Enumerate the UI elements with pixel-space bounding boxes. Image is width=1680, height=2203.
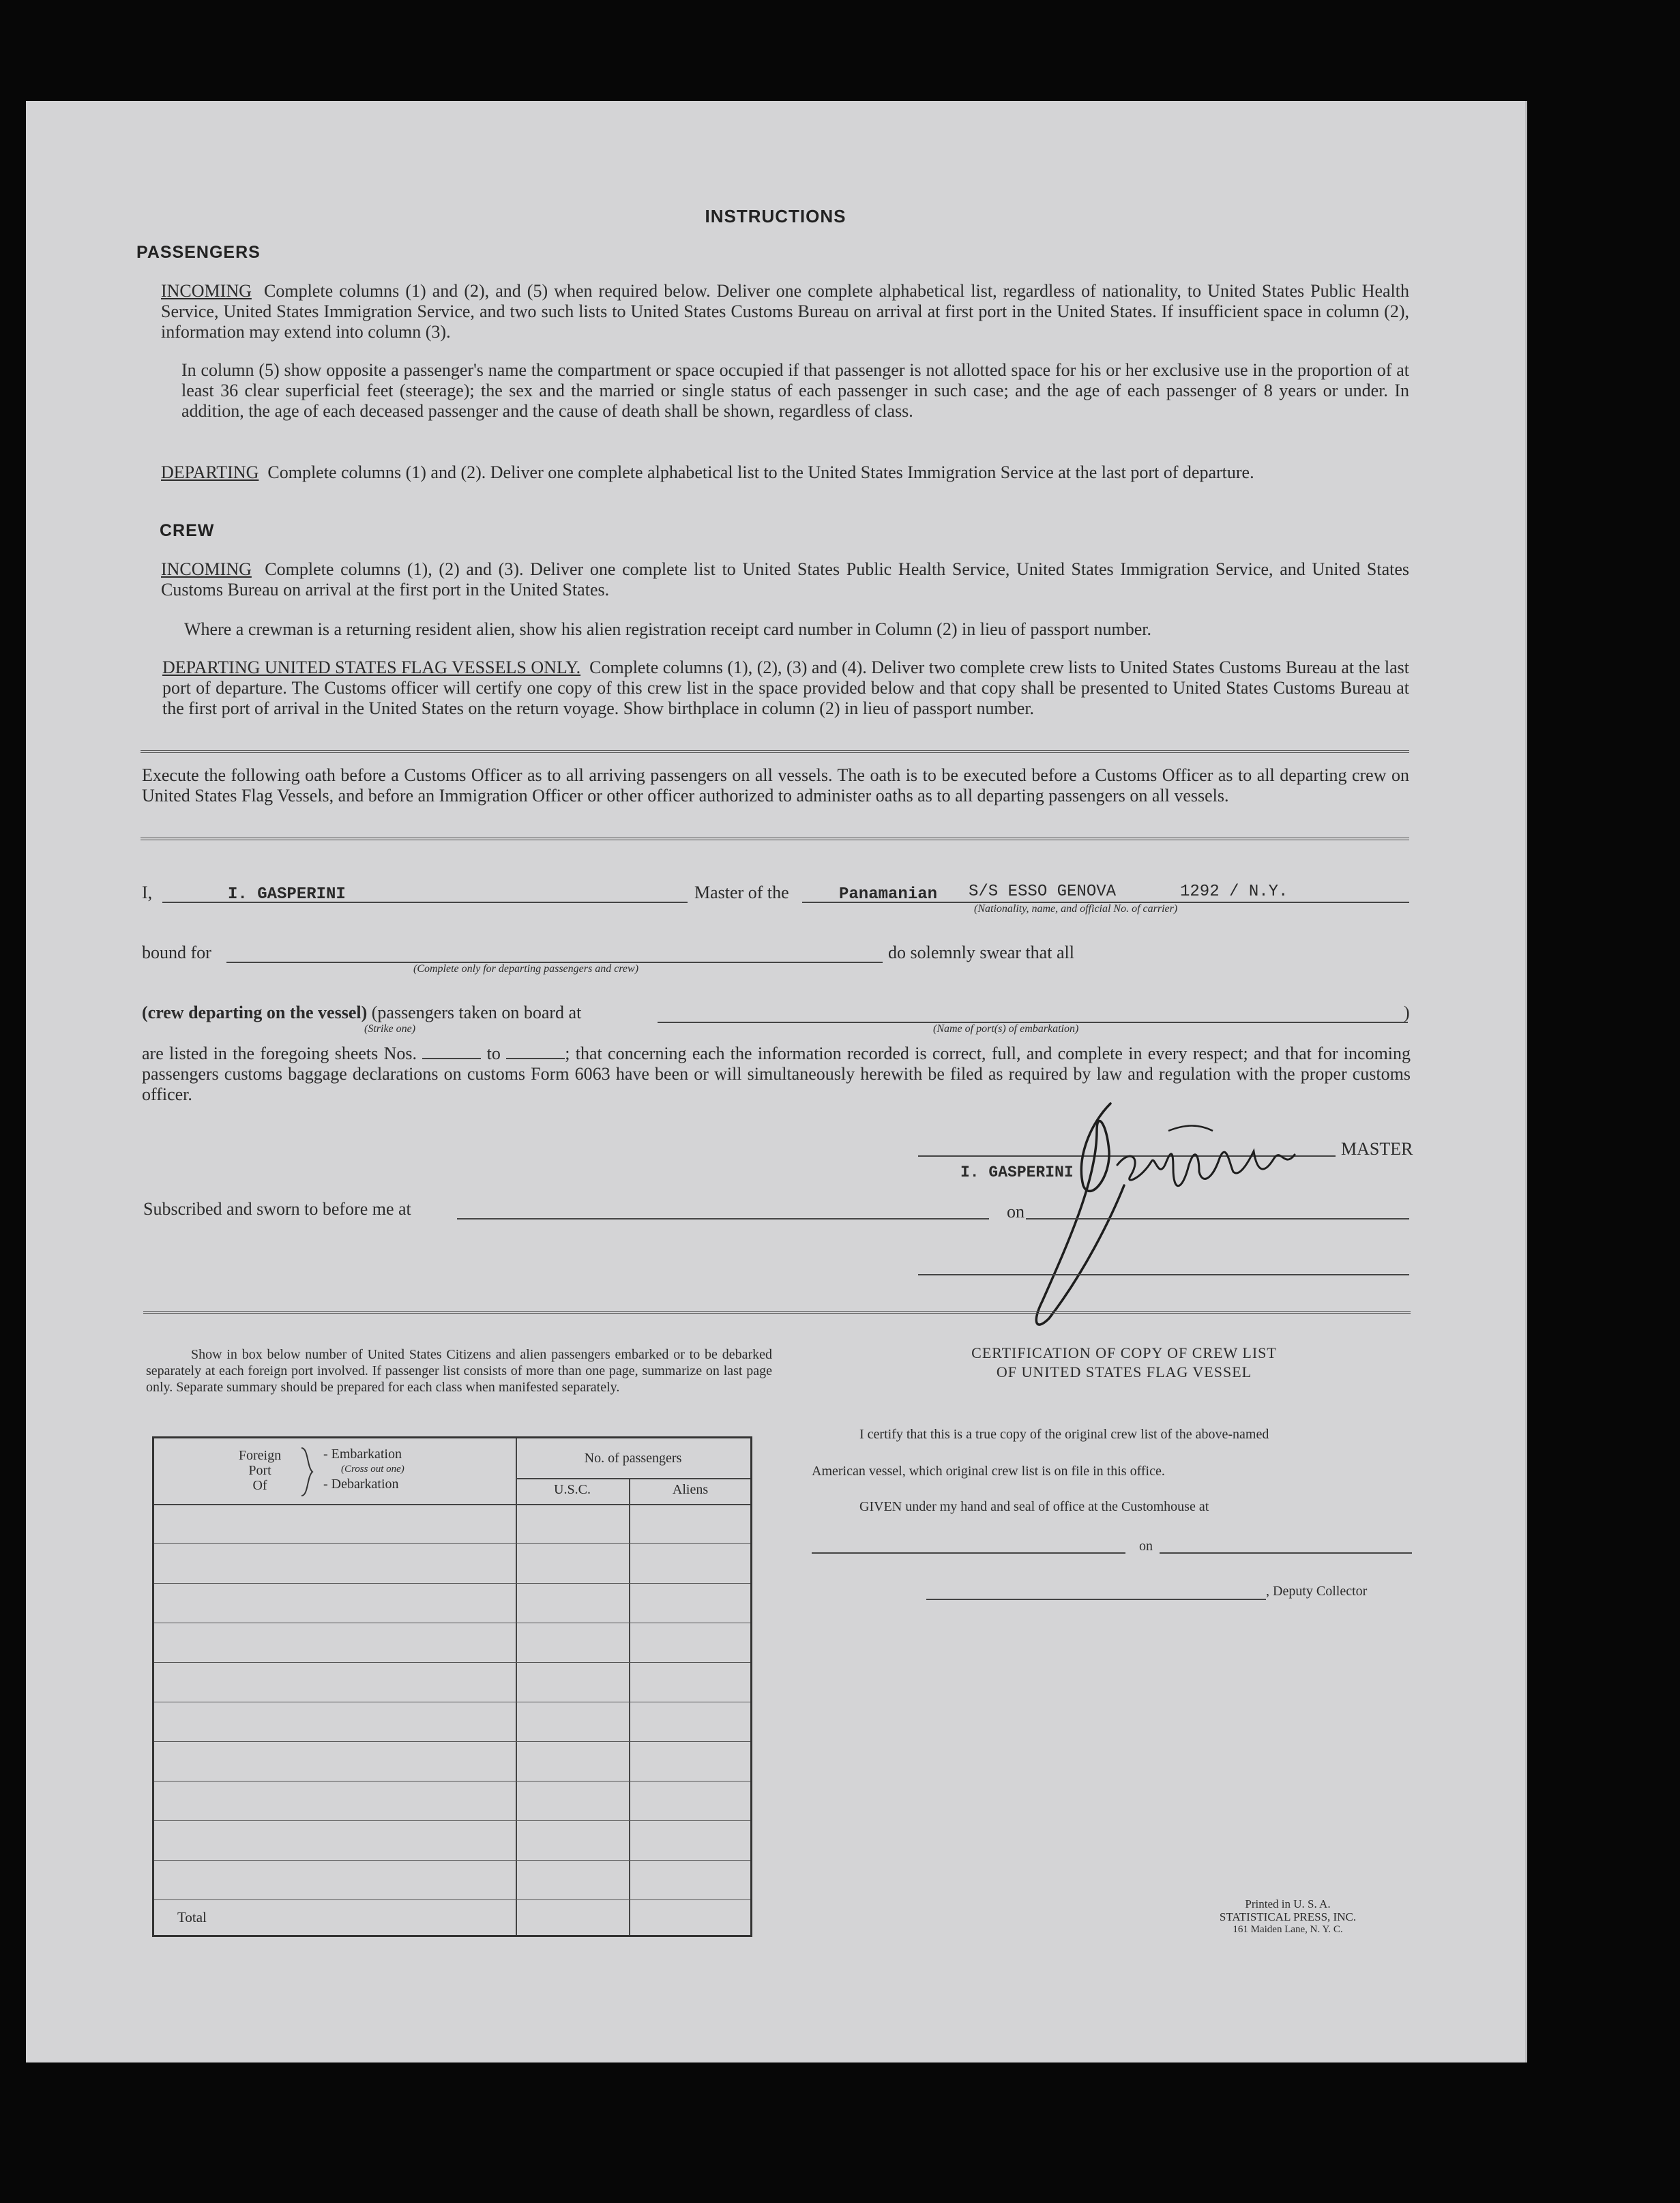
table-header — [154, 1438, 750, 1505]
column5-paragraph: In column (5) show opposite a passenger's name the compartment or space occupied if that passenger is not allotted space for his or her exclusive use in the proportion of at least 36 clear superficial feet (steerage); the sex and the married or single status of each passenger in such case; and the age of each passenger of 8 years or under. In addition, the age of each deceased passenger and the cause of death shall be shown, regardless of class. — [181, 360, 1409, 421]
subscribed-label: Subscribed and sworn to before me at — [143, 1199, 411, 1219]
signature-typed-name: I. GASPERINI — [960, 1164, 1074, 1181]
close-paren: ) — [1404, 1003, 1410, 1022]
foreign-port-label — [229, 1448, 291, 1493]
crewman-paragraph: Where a crewman is a returning resident alien, show his alien registration receipt card number in Column (2) in lieu of passport number. — [184, 619, 1152, 639]
oath-intro: Execute the following oath before a Customs Officer as to all arriving passengers on all vessels. The oath is to be executed before a Customs Officer as to all departing crew on United States Flag Vessels, and before an Immigration Officer or other officer authorized to administer oaths as to all departing passengers on all vessels. — [142, 765, 1409, 805]
header-subdivider — [516, 1478, 750, 1479]
certification-title-line2: OF UNITED STATES FLAG VESSEL — [996, 1363, 1252, 1380]
vessel-nationality-field[interactable]: Panamanian — [839, 885, 938, 904]
sheets-label-b: ; that concerning each the information recorded is correct, full, and complete in every respect; and that for incoming passengers customs baggage declarations on customs Form 6063 have been or will simultaneously herewith be filed as required by law and regulation with the proper customs officer. — [142, 1044, 1411, 1104]
certification-title-line1: CERTIFICATION OF COPY OF CREW LIST — [971, 1344, 1277, 1361]
crew-incoming-paragraph — [161, 559, 1409, 600]
flag-text: Complete columns (1), (2), (3) and (4). Deliver two complete crew lists to United States Customs Bureau at the last port of departure. The Customs officer will certify one copy of this crew list in the space provided below and that copy shall be presented to United States Customs Bureau at the first port of arrival in the United States on the return voyage. Show birthplace in column (2) in lieu of passport number. — [162, 657, 1410, 718]
divider — [141, 838, 1409, 840]
port-caption: (Name of port(s) of embarkation) — [933, 1023, 1079, 1035]
table-row[interactable] — [154, 1741, 750, 1742]
vessel-name-field[interactable]: S/S ESSO GENOVA — [969, 883, 1117, 901]
strike-options — [142, 1003, 581, 1023]
cert-line2: American vessel, which original crew list is on file in this office. — [812, 1464, 1165, 1479]
incoming-text: Complete columns (1) and (2), and (5) when required below. Deliver one complete alphabetical list, regardless of nationality, to United States Public Health Service, United States Immigration Service, and two such lists to United States Customs Bureau on arrival at first port in the United States. If insufficient space in column (2), information may extend into column (3). — [161, 281, 1409, 342]
master-name-field[interactable]: I. GASPERINI — [228, 885, 346, 904]
subscribed-date-line[interactable] — [1026, 1218, 1409, 1219]
table-row[interactable] — [154, 1543, 750, 1544]
crew-incoming-text: Complete columns (1), (2) and (3). Deliver one complete list to United States Public Health Service, United States Immigration Service, and United States Customs Bureau on arrival at the first port in the United States. — [161, 559, 1409, 600]
no-of-passengers-label: No. of passengers — [584, 1451, 682, 1466]
strike-caption: (Strike one) — [364, 1023, 416, 1035]
oath-on-label: on — [1007, 1202, 1025, 1222]
table-row[interactable] — [154, 1899, 750, 1900]
sheet-to-field[interactable] — [506, 1046, 565, 1059]
col-cross: (Cross out one) — [341, 1464, 404, 1475]
instructions-title: INSTRUCTIONS — [705, 206, 846, 226]
summary-note: Show in box below number of United States Citizens and alien passengers embarked or to be debarked separately at each foreign port involved. If passenger list consists of more than one page, summarize on last page only. Separate summary should be prepared for each class when manifested separately. — [146, 1347, 772, 1395]
passengers-departing-paragraph — [161, 462, 1409, 483]
certification-title — [838, 1344, 1411, 1382]
passenger-summary-table — [152, 1436, 752, 1937]
table-row[interactable] — [154, 1820, 750, 1821]
imprint-line2: STATISTICAL PRESS, INC. — [1219, 1910, 1357, 1923]
officer-signature-line[interactable] — [918, 1274, 1409, 1275]
crew-incoming-label: INCOMING — [161, 559, 252, 579]
sheets-to-label: to — [486, 1044, 501, 1063]
col-of: Of — [252, 1478, 267, 1493]
departing-text: Complete columns (1) and (2). Deliver one complete alphabetical list to the United States Immigration Service at the last port of departure. — [267, 462, 1254, 482]
subscribed-place-line[interactable] — [457, 1218, 989, 1219]
master-signature — [994, 1083, 1349, 1370]
col-embark: - Embarkation — [323, 1447, 402, 1462]
bound-for-label: bound for — [142, 943, 211, 962]
vessel-number-field[interactable]: 1292 / N.Y. — [1180, 883, 1288, 901]
departing-label: DEPARTING — [161, 462, 259, 482]
passengers-heading: PASSENGERS — [136, 243, 261, 262]
crew-heading: CREW — [160, 521, 215, 540]
divider — [143, 1311, 1411, 1314]
vessel-caption: (Nationality, name, and official No. of carrier) — [974, 903, 1178, 915]
imprint-line1: Printed in U. S. A. — [1245, 1897, 1331, 1910]
master-of-label: Master of the — [694, 883, 789, 902]
form-sheet — [26, 101, 1527, 2062]
i-label: I, — [142, 883, 153, 902]
deputy-collector-label: , Deputy Collector — [1266, 1584, 1368, 1599]
crew-departing-option[interactable]: (crew departing on the vessel) — [142, 1003, 368, 1022]
cert-line1: I certify that this is a true copy of the original crew list of the above-named — [859, 1427, 1269, 1442]
col-debark: - Debarkation — [323, 1477, 399, 1492]
col-foreign: Foreign — [238, 1448, 282, 1463]
flag-label: DEPARTING UNITED STATES FLAG VESSELS ONLY. — [162, 657, 581, 677]
passengers-incoming-paragraph — [161, 281, 1409, 342]
brace-icon — [297, 1447, 318, 1497]
printer-imprint — [1185, 1897, 1390, 1936]
total-label: Total — [177, 1909, 207, 1925]
master-label: MASTER — [1341, 1139, 1413, 1159]
deputy-signature-line[interactable] — [926, 1599, 1266, 1600]
sheets-label-a: are listed in the foregoing sheets Nos. — [142, 1044, 417, 1063]
table-col-divider — [629, 1478, 630, 1935]
swear-text: do solemnly swear that all — [888, 943, 1074, 962]
imprint-line3: 161 Maiden Lane, N. Y. C. — [1233, 1924, 1343, 1935]
table-row[interactable] — [154, 1662, 750, 1663]
sheet-from-field[interactable] — [422, 1046, 481, 1059]
incoming-label: INCOMING — [161, 281, 252, 301]
customhouse-line[interactable] — [812, 1552, 1125, 1554]
aliens-label: Aliens — [672, 1482, 709, 1497]
divider — [141, 750, 1409, 753]
col-port: Port — [248, 1463, 271, 1478]
bound-caption: (Complete only for departing passengers and crew) — [413, 963, 639, 975]
flag-vessels-paragraph — [162, 657, 1409, 719]
cert-date-line[interactable] — [1160, 1552, 1412, 1554]
cert-line3: GIVEN under my hand and seal of office at the Customhouse at — [859, 1499, 1209, 1514]
usc-label: U.S.C. — [554, 1482, 591, 1497]
passengers-taken-option[interactable]: (passengers taken on board at — [371, 1003, 582, 1022]
table-row[interactable] — [154, 1583, 750, 1584]
embark-debark-label — [323, 1447, 404, 1492]
cert-on-label: on — [1139, 1539, 1153, 1554]
table-row[interactable] — [154, 1860, 750, 1861]
